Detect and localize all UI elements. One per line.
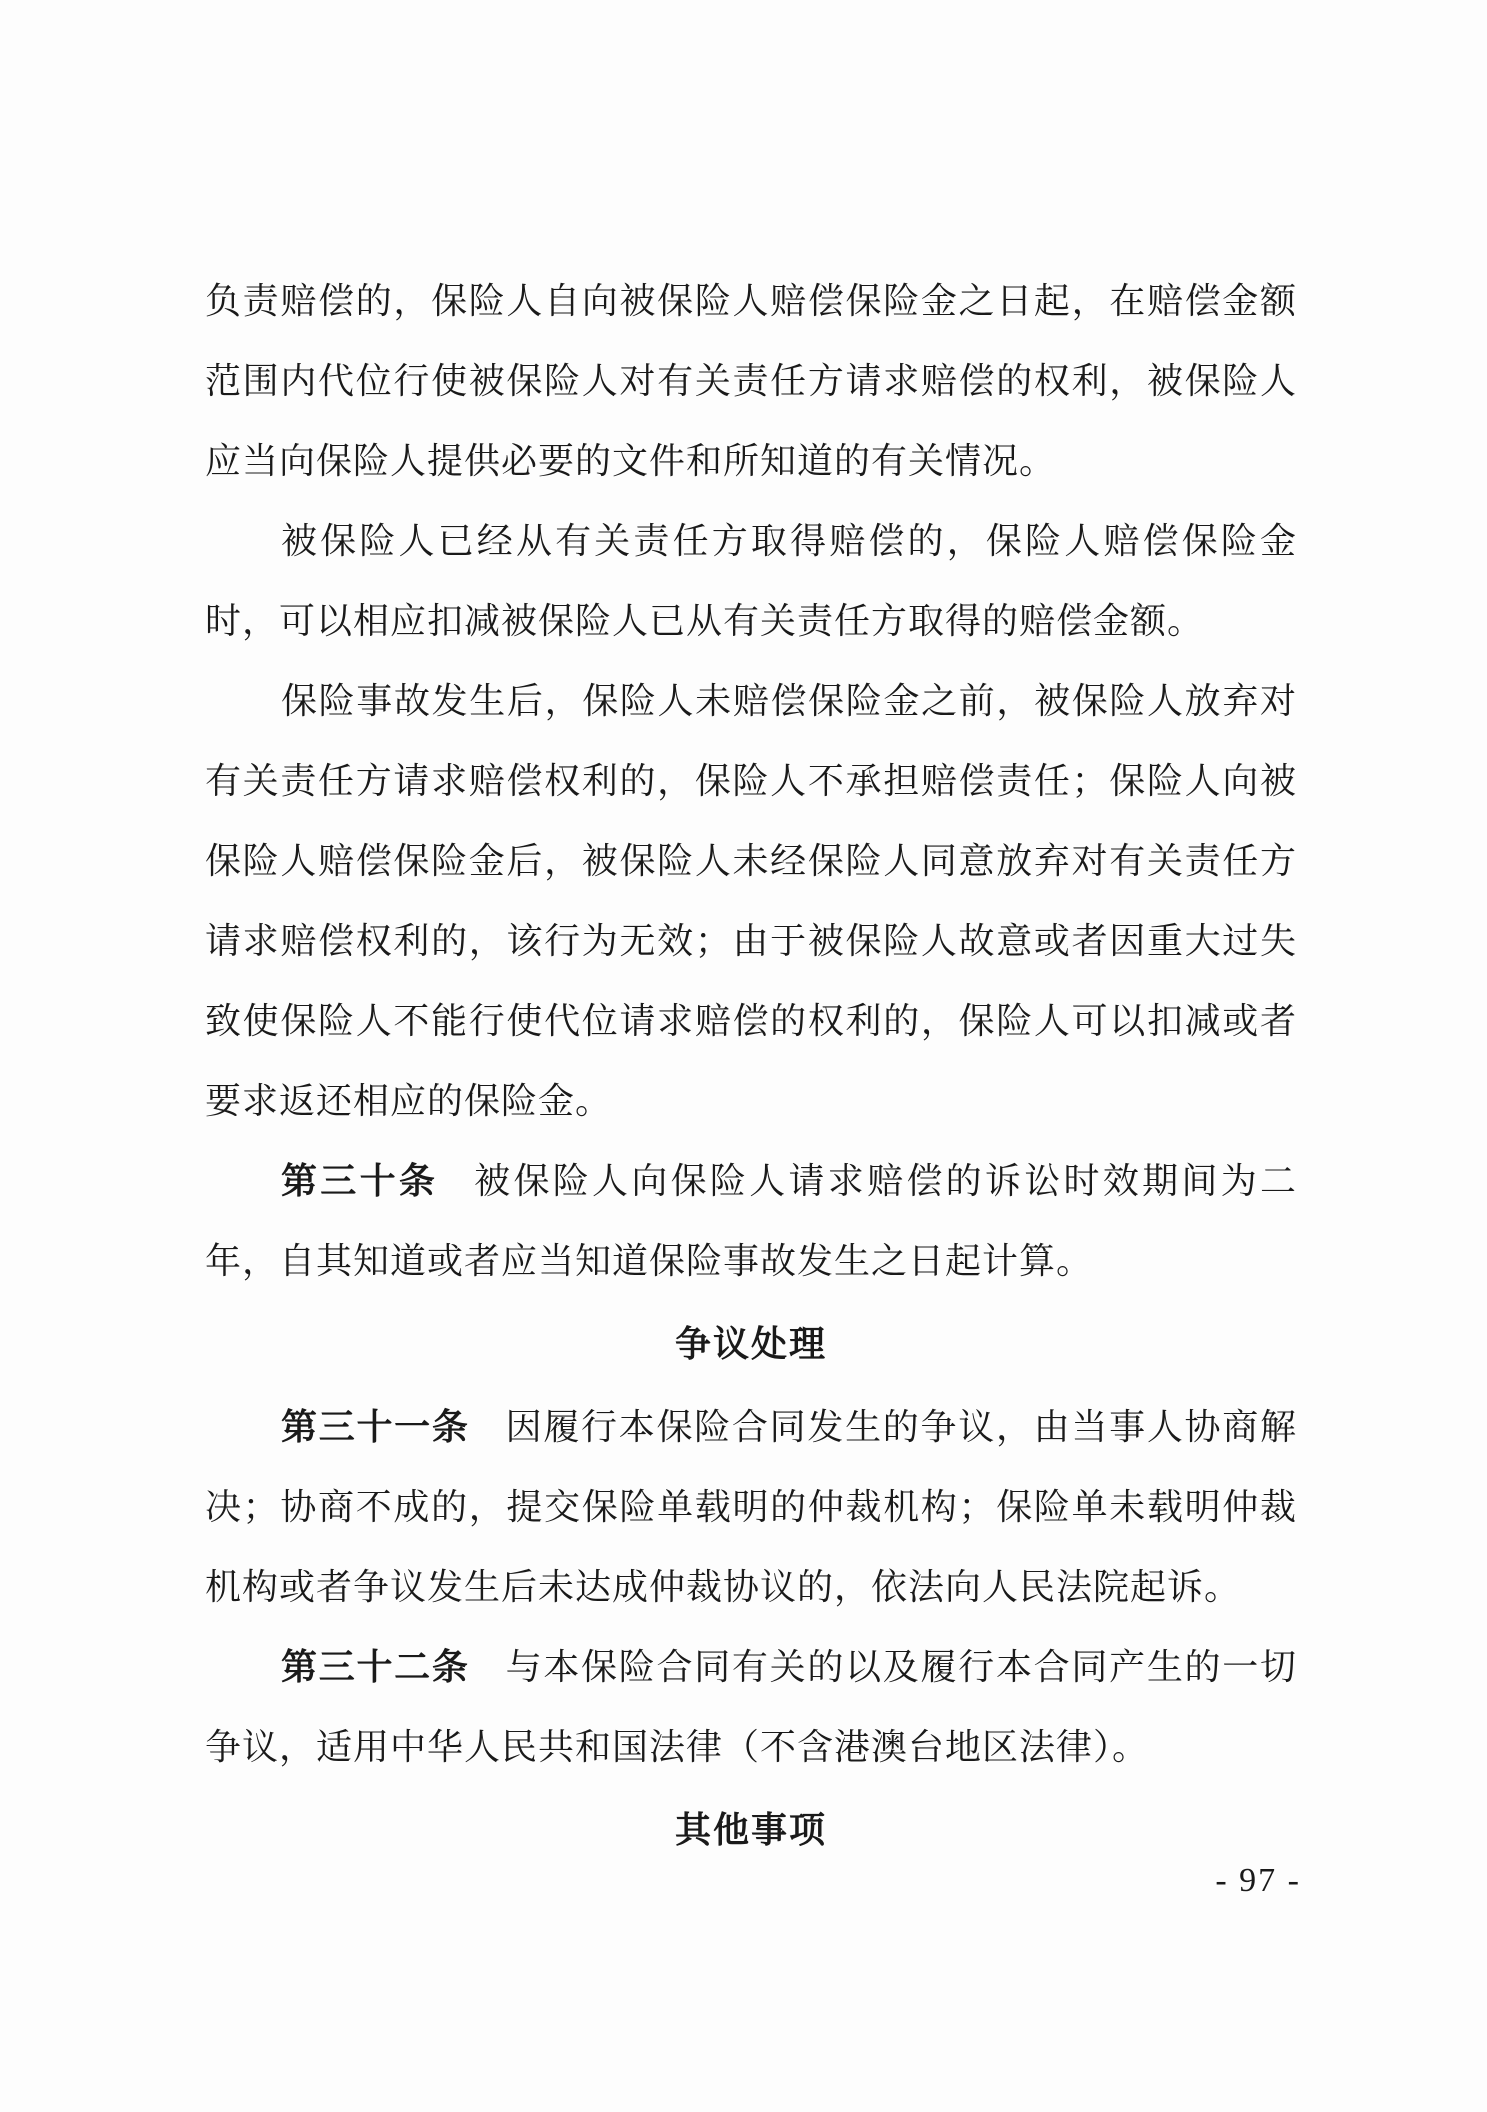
page-number: - 97 - <box>1215 1862 1301 1899</box>
article-31 <box>205 1388 1297 1628</box>
section-heading-dispute: 争议处理 <box>674 1324 827 1365</box>
article-31-text: 因履行本保险合同发生的争议，由当事人协商解决；协商不成的，提交保险单载明的仲裁机构；保险单未载明仲裁机构或者争议发生后未达成仲裁协议的，依法向人民法院起诉。 <box>205 1407 1297 1608</box>
section-heading-other: 其他事项 <box>674 1810 827 1851</box>
article-30-text: 被保险人向保险人请求赔偿的诉讼时效期间为二年，自其知道或者应当知道保险事故发生之日起计算。 <box>205 1161 1297 1282</box>
document-body <box>205 262 1297 1874</box>
article-31-number: 第三十一条 <box>281 1407 470 1448</box>
paragraph-subrogation: 负责赔偿的，保险人自向被保险人赔偿保险金之日起，在赔偿金额范围内代位行使被保险人对有关责任方请求赔偿的权利，被保险人应当向保险人提供必要的文件和所知道的有关情况。 <box>205 281 1297 482</box>
article-30-number: 第三十条 <box>281 1161 439 1202</box>
paragraph-deduction: 被保险人已经从有关责任方取得赔偿的，保险人赔偿保险金时，可以相应扣减被保险人已从有关责任方取得的赔偿金额。 <box>205 521 1297 642</box>
paragraph-waiver: 保险事故发生后，保险人未赔偿保险金之前，被保险人放弃对有关责任方请求赔偿权利的，保险人不承担赔偿责任；保险人向被保险人赔偿保险金后，被保险人未经保险人同意放弃对有关责任方请求赔偿权利的，该行为无效；由于被保险人故意或者因重大过失致使保险人不能行使代位请求赔偿的权利的，保险人可以扣减或者要求返还相应的保险金。 <box>205 681 1297 1122</box>
article-32 <box>205 1628 1297 1788</box>
article-32-number: 第三十二条 <box>281 1647 470 1688</box>
article-32-text: 与本保险合同有关的以及履行本合同产生的一切争议，适用中华人民共和国法律（不含港澳台地区法律）。 <box>205 1647 1297 1768</box>
article-30 <box>205 1142 1297 1302</box>
